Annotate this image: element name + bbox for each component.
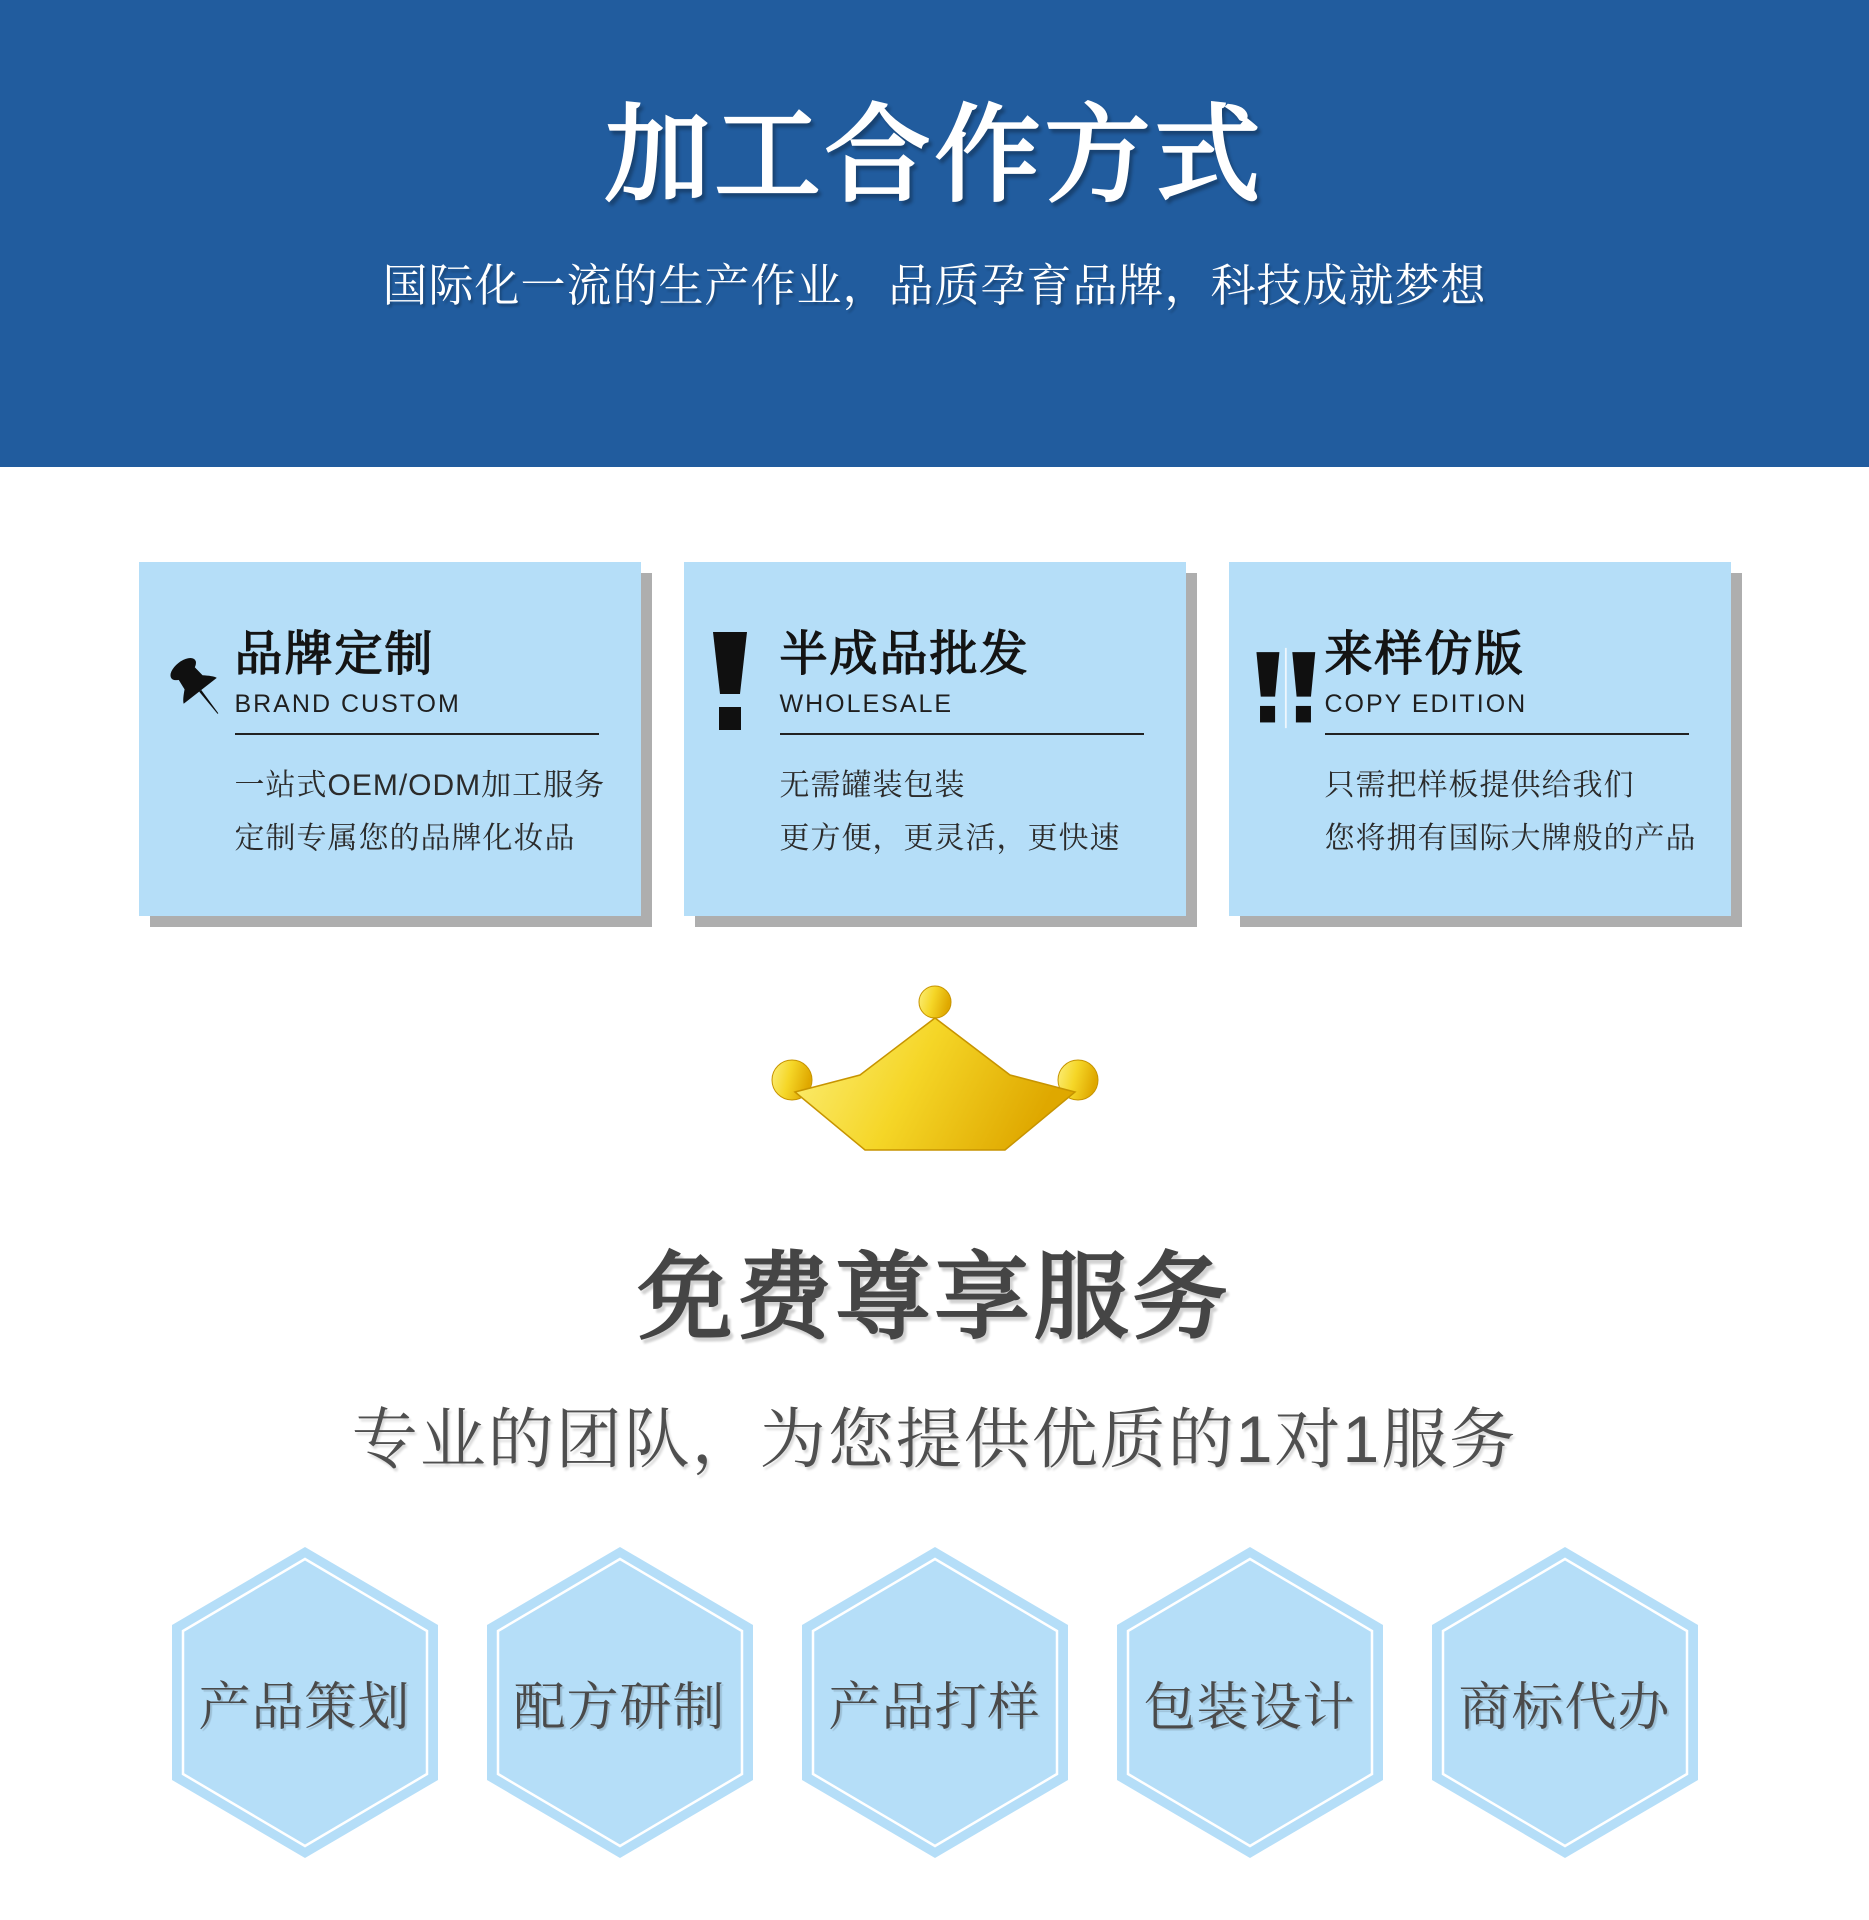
page-title: 加工合作方式 — [604, 97, 1265, 215]
card-desc-line: 只需把样板提供给我们 — [1324, 768, 1635, 802]
hexagon-label: 产品打样 — [828, 1679, 1041, 1737]
cooperation-cards-row — [0, 562, 1869, 916]
card-subtitle: BRAND CUSTOM — [234, 689, 461, 718]
hexagon-package-design — [1115, 1545, 1385, 1860]
hexagon-label: 配方研制 — [513, 1679, 726, 1737]
card-desc-line: 无需罐装包装 — [779, 768, 966, 802]
service-hexagon-row — [0, 1545, 1869, 1860]
card-subtitle: COPY EDITION — [1324, 689, 1528, 718]
card-description — [1324, 759, 1697, 865]
card-copy-edition — [1229, 562, 1731, 916]
card-desc-line: 定制专属您的品牌化妆品 — [234, 821, 576, 855]
hexagon-product-sampling — [800, 1545, 1070, 1860]
crown-icon — [0, 982, 1869, 1160]
hexagon-label: 产品策划 — [198, 1679, 411, 1737]
card-description — [780, 759, 1144, 865]
hexagon-label: 商标代办 — [1458, 1679, 1671, 1737]
service-title: 免费尊享服务 — [637, 1245, 1232, 1351]
exclamation-icon — [710, 632, 776, 752]
hexagon-product-planning — [170, 1545, 440, 1860]
card-brand-custom — [139, 562, 641, 916]
hexagon-label: 包装设计 — [1143, 1679, 1356, 1737]
card-subtitle: WHOLESALE — [779, 689, 954, 718]
card-description — [234, 759, 606, 865]
card-title: 品牌定制 — [234, 628, 435, 681]
card-desc-line: 更方便，更灵活，更快速 — [779, 821, 1121, 855]
service-subtitle: 专业的团队，为您提供优质的1对1服务 — [351, 1402, 1518, 1476]
card-divider — [235, 733, 599, 735]
card-title: 来样仿版 — [1324, 628, 1525, 681]
card-divider — [1325, 733, 1689, 735]
card-divider — [780, 733, 1144, 735]
card-title: 半成品批发 — [779, 628, 1030, 681]
card-desc-line: 您将拥有国际大牌般的产品 — [1324, 821, 1697, 855]
card-wholesale — [684, 562, 1186, 916]
hexagon-trademark-agency — [1430, 1545, 1700, 1860]
hexagon-formula-development — [485, 1545, 755, 1860]
pushpin-icon — [165, 632, 231, 752]
page-subtitle: 国际化一流的生产作业，品质孕育品牌，科技成就梦想 — [382, 259, 1487, 311]
double-exclamation-icon — [1255, 632, 1321, 752]
card-desc-line: 一站式OEM/ODM加工服务 — [234, 768, 606, 802]
header-banner — [0, 0, 1869, 467]
